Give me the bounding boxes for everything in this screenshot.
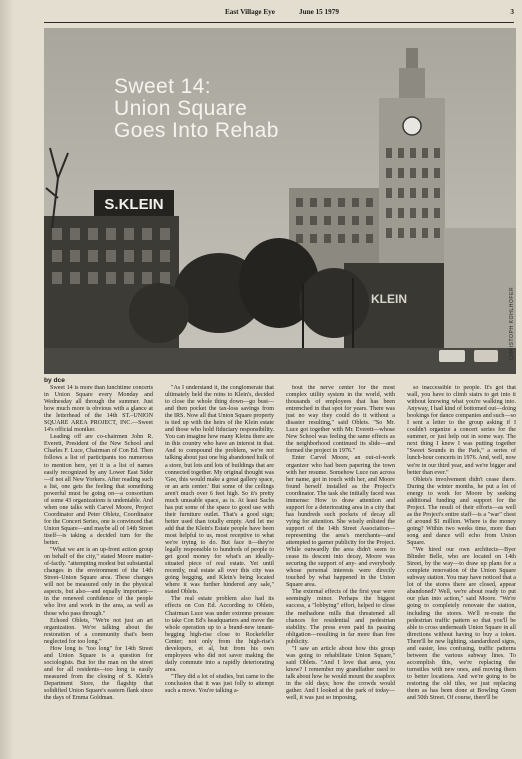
clock-face <box>403 117 421 135</box>
byline: by dce <box>44 377 65 384</box>
paragraph: so inaccessible to people. It's got that wall, you have to climb stairs to get into it without knowing what you're walking into. Anyway, I had kind of bottomed out—doing bookings for dance companies and such—so I sent a letter to the group asking if I couldn't organize a concert series for the summer, or just help out in some way. The next thing I knew I was putting together "Sweet Sounds in the Park," a series of lunch-hour concerts in 1976. And, well, now we're in our third year, and we're bigger and better than ever." <box>407 385 516 476</box>
paragraph: Enter Carvel Moore, an out-of-work organizer who had been papering the town with her resume. Somehow Luce ran across her name, got in touch with her, and Moore found herself installed as the Project's coordinator. The task she initially faced was immense: How to draw attention and support for a deteriorating area in a city that has hundreds such pockets of decay all vying for attention. She wisely enlisted the support of the 14th Street Association—representing the area's merchants—and attempted to garner publicity for the Project. While outwardly the area didn't seem to cease its descent into decay, Moore was securing the support of any- and everybody whose personal interests were directly touched by what happened in the Union Square area. <box>286 455 395 589</box>
paragraph: Leading off are co-chairmen John R. Everett, President of the New School and Charles F. Luce, Chairman of Con Ed. Then follows a list of participants too numerous to mention here, yet it is a list of names easily recognized by any Lower East Sider—if not all New Yorkers. After reading such a list, one gets the feeling that something powerful must be going on—a consortium of some 43 organizations is undeniable. And when one talks with Carvel Moore, Project Coordinator and Peter Obletz, Coordinator for the Concert Series, one is convinced that Union Square—and maybe all of 14th Street itself—is taking a decided turn for the better. <box>44 434 153 547</box>
paragraph: "They did a lot of studies, but came to the conclusion that it was just folly to attempt such a move. You're talking a- <box>165 673 274 695</box>
paragraph: Sweet 14 is more than lunchtime concerts in Union Square every Monday and Wednesday all through the summer. Just how much more is obvious with a glance at the letterhead of the 14th ST.–UNION SQUARE AREA PROJECT, INC.—Sweet 14's official moniker. <box>44 385 153 434</box>
page-header <box>44 8 514 20</box>
union-square-photo <box>44 28 516 374</box>
paragraph: Echoed Oblets, "We're not just an art organization. We're talking about the restoration of a community that's been neglected for too long." <box>44 617 153 645</box>
paragraph: "What we are is an up-front action group on behalf of the city," stated Moore matter-of-factly. "attempting modest but substantial changes in the environment of the 14th Street–Union Square area. These changes will not be measured only in the physical aspects, but also—and equally important—in the renewed confidence of the people who live and work in the area, as well as those who pass through." <box>44 547 153 617</box>
klein-lettering: KLEIN <box>371 292 407 306</box>
article-column-3 <box>286 385 395 751</box>
paragraph: How long is "too long" for 14th Street and Union Square is a question for sociologists. But for the man on the street and for all residents—too long is easily measured from the closing of S. Klein's Department Store, the flagship that solidified Union Square's eastern flank since the days of Emma Goldman. <box>44 645 153 702</box>
paragraph: "I saw an article about how this group was going to rehabilitate Union Square," said Oblets. "And I love that area, you know? I remember my grandfather used to talk about how he would mount the soapbox in the old days; how the crowds would gather. And I looked at the park of today—well, it was just so imposing, <box>286 645 395 702</box>
paragraph: bout the nerve center for the most complex utility system in the world, with thousands of employees that has been entrenched in that spot for years. There was just no way they could do it without a disaster resulting," said Oblets. "So Mr. Luce got together with Mr. Everett—whose New School was feeling the same effects as the neighborhood continued its slide—and formed the project in 1976." <box>286 385 395 455</box>
article-body <box>44 385 516 751</box>
s-klein-sign-text: S.KLEIN <box>104 196 164 213</box>
page-number: 3 <box>510 8 514 16</box>
header-rule <box>44 22 514 23</box>
paragraph: "As I understand it, the conglomerate that ultimately held the reins to Klein's, decided to close the whole thing down—go bust—and then pocket the tax-loss savings from the IRS. Now all that Union Square property is tied up with the heirs of the Klein estate and those who hold fiduciary responsibility. You can imagine how many Kleins there are in this country who have an interest in that. And to compound the problem, we're not talking about just one big abandoned hulk of a store, but lots and lots of buildings that are connected together. My original thought was 'Gee, this would make a great gallery space, or an arts center.' But some of the ceilings aren't much over 6 feet high. So it's pretty much unusable space, as is. At least Sachs has put some of the space to good use with their furniture outlet. That's a good sign; better used than totally empty. And let me add that the Klein's Estate people have been most helpful to us, most receptive to what we're trying to do. But face it—they're legally responsible to hundreds of people to get good money for what's an ideally-situated piece of real estate. Yet until recently, real estate all over this city was going begging, and Klein's being located where it was further hindered any sale," stated Oblets. <box>165 385 274 596</box>
issue-date: June 15 1979 <box>299 8 339 16</box>
car <box>439 350 465 362</box>
article-column-1 <box>44 385 153 751</box>
paragraph: "We hired our own architects—Byer Blinder Belle, who are located on 14th Street, by the way—to draw up plans for a complete renovation of the Union Square subway station. You may have noticed that a lot of the stores there are closed, appear abandoned? Well, we're about ready to put our plan into action," said Moore. "We're going to completely renovate the station, including the stores. We'll re-route the pedestrian traffic pattern so that you'll be able to cross underneath Union Square in all directions without having to buy a token. There'll be new lighting, standardized signs, and easier, less confusing, traffic patterns between the various subway lines. To accomplish this, we're replacing the turnstiles with new ones, and moving them to better locations. And we're going to be restoring the old tiles, we just replacing them as has been done at Bowling Green and 50th Street. Of course, there'll be <box>407 547 516 702</box>
publication-name: East Village Eye <box>225 8 275 16</box>
page-margin-shadow <box>0 0 14 759</box>
tree-right <box>299 268 369 338</box>
paragraph: Oblets's involvement didn't cease there. During the winter months, he put a lot of energy to work for Moore by seeking additional funding and support for the Project. The result of their efforts—as well as the Project's entire staff—is a "war" chest of around $1 million. Where is the money going? Within two weeks time, more than song and dance will echo from Union Square. <box>407 476 516 547</box>
paragraph: The external effects of the first year were seemingly minor. Perhaps the biggest success, a "lobbying" effort, helped to close the methadone mills that threatened all chances for residential and pedestrian stability. The press even paid its passing obligation—resulting in far more than free publicity. <box>286 589 395 645</box>
article-column-2 <box>165 385 274 751</box>
photo-credit: CHRISTOPH KOHLHOFER <box>509 286 515 360</box>
paragraph: The real estate problem also had its effects on Con Ed. According to Oblets, Chairman Luce was under extreme pressure to take Con Ed's headquarters and move the whole operation up to a brand-new tenant-begging high-rise close to Rockefeller Center; not only from the high-rise's developers, et al, but from his own employees who did not savor making the daily commute into a rapidly deteriorating area. <box>165 596 274 673</box>
tower-top <box>399 68 425 98</box>
article-column-4 <box>407 385 516 751</box>
headline: Sweet 14: Union Square Goes Into Rehab <box>114 75 279 142</box>
